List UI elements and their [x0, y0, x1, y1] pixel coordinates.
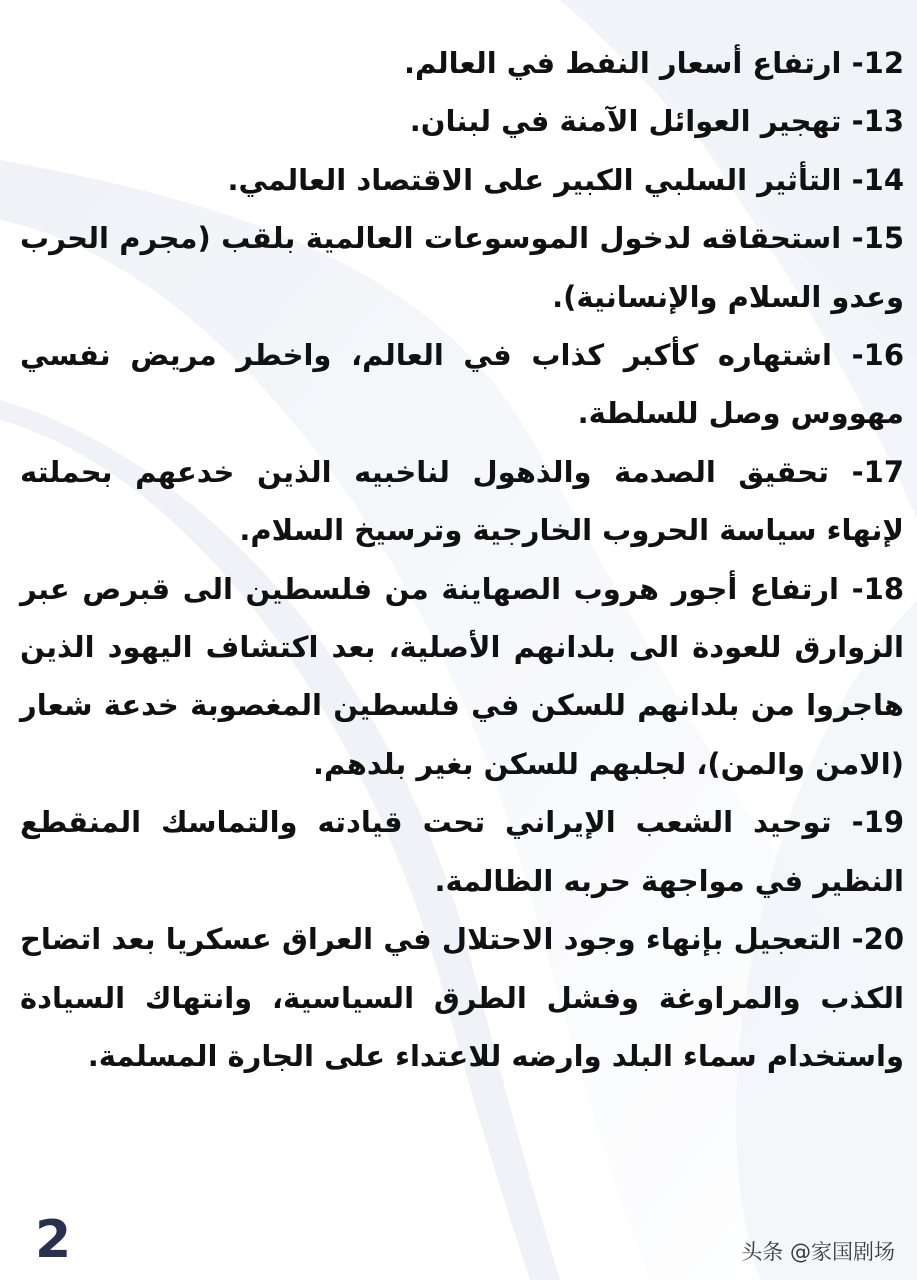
list-item: 18- ارتفاع أجور هروب الصهاينة من فلسطين الى قبرص عبر الزوارق للعودة الى بلدانهم الأصلية، بعد اكتشاف اليهود الذين هاجروا من بلدانهم للسكن في فلسطين المغصوبة خدعة شعار (الامن والمن)، لجلبهم للسكن بغير بلدهم.: [20, 571, 904, 781]
list-item: 17- تحقيق الصدمة والذهول لناخبيه الذين خدعهم بحملته لإنهاء سياسة الحروب الخارجية وترسيخ السلام.: [20, 454, 904, 548]
list-item: 15- استحقاقه لدخول الموسوعات العالمية بلقب (مجرم الحرب وعدو السلام والإنسانية).: [20, 221, 904, 314]
watermark-label: 头条 @家国剧场: [741, 1240, 895, 1264]
list-item: 12- ارتفاع أسعار النفط في العالم.: [403, 46, 904, 80]
page-number: 2: [35, 1210, 72, 1270]
list-item: 13- تهجير العوائل الآمنة في لبنان.: [409, 104, 904, 139]
list-item: 19- توحيد الشعب الإيراني تحت قيادته والتماسك المنقطع النظير في مواجهة حربه الظالمة.: [20, 805, 904, 898]
document-body: [20, 34, 904, 1085]
list-item: 20- التعجيل بإنهاء وجود الاحتلال في العراق عسكريا بعد اتضاح الكذب والمراوغة وفشل الطرق السياسية، وانتهاك السيادة واستخدام سماء البلد وارضه للاعتداء على الجارة المسلمة.: [20, 922, 904, 1073]
list-item: 14- التأثير السلبي الكبير على الاقتصاد العالمي.: [227, 162, 904, 197]
list-item: 16- اشتهاره كأكبر كذاب في العالم، واخطر مريض نفسي مهووس وصل للسلطة.: [20, 338, 904, 431]
